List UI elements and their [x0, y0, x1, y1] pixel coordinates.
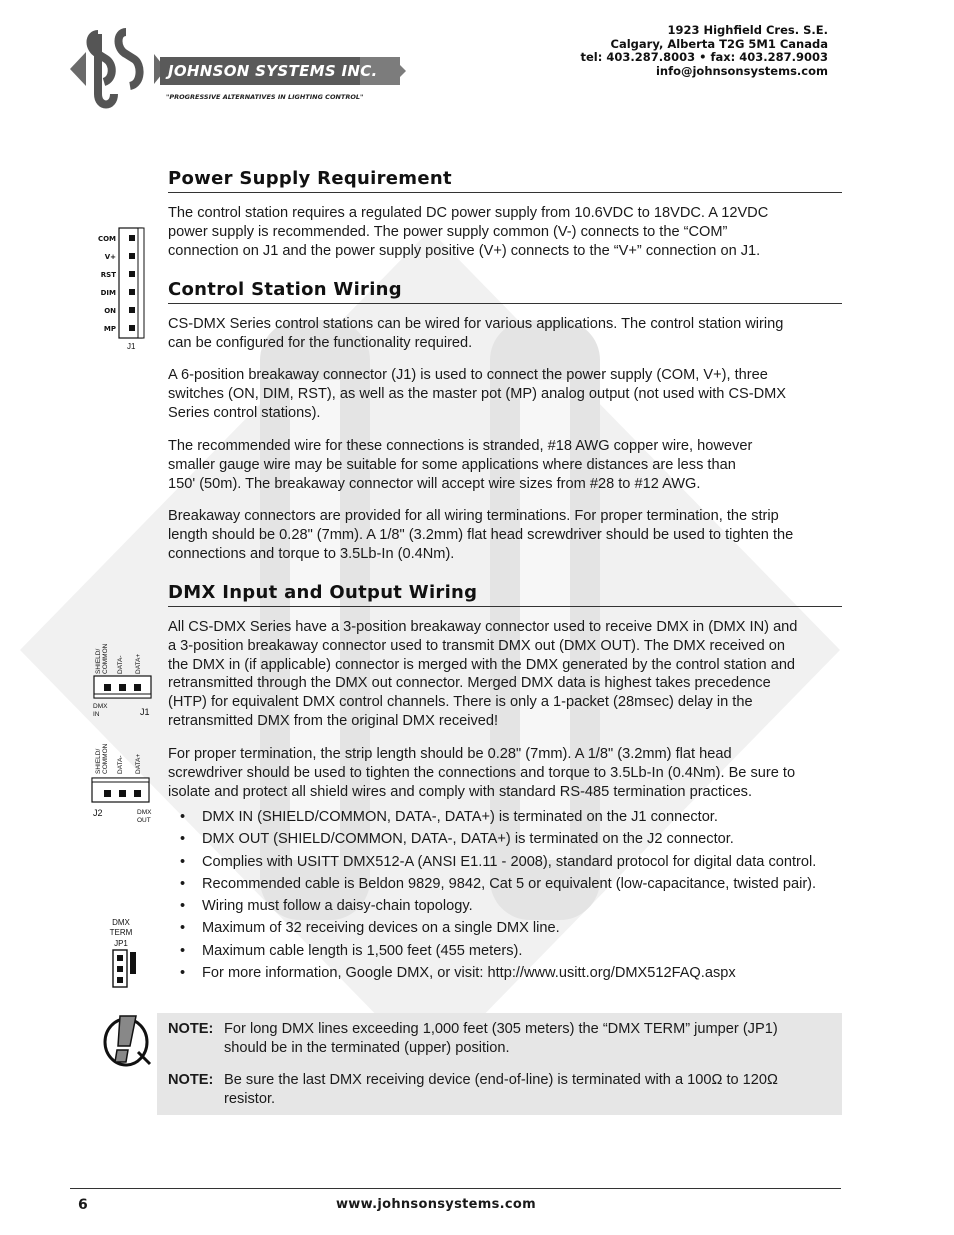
dmx-bullet-list — [168, 808, 848, 986]
section-title-power: Power Supply Requirement — [168, 168, 842, 193]
text-line: The recommended wire for these connections is stranded, #18 AWG copper wire, however — [168, 438, 753, 454]
text-line: connection on J1 and the power supply positive (V+) connects to the “V+” connection on J1. — [168, 242, 761, 259]
text-line: A 6-position breakaway connector (J1) is used to connect the power supply (COM, V+), three — [168, 367, 768, 383]
connector-label: J1 — [140, 707, 150, 717]
address-email: info@johnsonsystems.com — [655, 63, 828, 78]
dmx-paragraph-2 — [168, 745, 842, 801]
text-line: screwdriver should be used to tighten the connections and torque to 3.5Lb-In (0.4Nm). Be sure to — [168, 764, 796, 781]
list-item — [168, 853, 822, 872]
list-item — [168, 808, 848, 827]
wiring-paragraph-3 — [168, 437, 842, 493]
text-line: The control station requires a regulated DC power supply from 10.6VDC to 18VDC. A 12VDC — [168, 205, 769, 221]
section-title-wiring: Control Station Wiring — [168, 279, 842, 304]
list-item — [168, 964, 848, 983]
note-2 — [168, 1071, 828, 1109]
company-name: JOHNSON SYSTEMS INC. — [168, 62, 378, 80]
list-item-text: Complies with USITT DMX512-A (ANSI E1.11 - 2008), standard protocol for digital data control. — [202, 853, 817, 870]
text-line: (HTP) for equivalent DMX control channels. There is only a 1-packet (28msec) delay in the — [168, 694, 753, 711]
jumper-label-jp1: JP1 — [114, 939, 128, 948]
note-label: NOTE: — [168, 1072, 214, 1088]
list-item — [168, 942, 848, 961]
logo-mark-icon — [68, 24, 168, 114]
text-line: 150' (50m). The breakaway connector will accept wire sizes from #28 to #12 AWG. — [168, 475, 701, 492]
list-item — [168, 875, 848, 894]
bullet-icon: • — [180, 942, 186, 959]
bullet-icon: • — [180, 831, 186, 848]
text-line: retransmitted DMX from the original DMX received! — [168, 712, 499, 729]
note-1 — [168, 1020, 828, 1058]
pin-label-dim: DIM — [100, 289, 116, 297]
pin-label-common: COMMON — [102, 743, 109, 774]
connector-label: J2 — [93, 808, 103, 818]
power-paragraph — [168, 204, 842, 260]
section-title-dmx: DMX Input and Output Wiring — [168, 582, 842, 607]
text-line: Breakaway connectors are provided for all wiring terminations. For proper termination, the strip — [168, 508, 779, 524]
bullet-icon: • — [180, 875, 186, 892]
list-item — [168, 830, 848, 849]
list-item-text: DMX IN (SHIELD/COMMON, DATA-, DATA+) is terminated on the J1 connector. — [202, 809, 718, 825]
address-phone: tel: 403.287.8003 • fax: 403.287.9003 — [580, 50, 828, 65]
note-text-line: For long DMX lines exceeding 1,000 feet (305 meters) the “DMX TERM” jumper (JP1) — [224, 1021, 778, 1037]
text-line: the DMX in (if applicable) connector is merged with the DMX generated by the control station and — [168, 656, 796, 673]
bullet-icon: • — [180, 809, 186, 825]
connector-label: J1 — [127, 342, 136, 351]
dmx-out-connector-diagram — [88, 740, 154, 826]
text-line: switches (ON, DIM, RST), as well as the master pot (MP) analog output (not used with CS-DMX — [168, 385, 787, 402]
list-item-text: Maximum cable length is 1,500 feet (455 meters). — [202, 942, 523, 959]
pin-label-data-minus: DATA- — [117, 755, 124, 774]
pin-label-vplus: V+ — [104, 253, 116, 261]
pin-label-mp: MP — [103, 325, 116, 333]
side-label-out: OUT — [137, 817, 151, 824]
list-item-text: Recommended cable is Beldon 9829, 9842, Cat 5 or equivalent (low-capacitance, twisted pair). — [202, 875, 817, 892]
j1-connector-diagram — [94, 226, 154, 354]
dmx-paragraph-1 — [168, 618, 842, 731]
text-line: smaller gauge wire may be suitable for some applications where distances are less than — [168, 456, 736, 473]
text-line: isolate and protect all shield wires and comply with standard RS-485 termination practices. — [168, 783, 753, 800]
text-line: a 3-position breakaway connector used to transmit DMX out (DMX OUT). The DMX received on — [168, 637, 785, 654]
address-line: 1923 Highfield Cres. S.E. — [667, 23, 828, 37]
note-text-line: Be sure the last DMX receiving device (end-of-line) is terminated with a 100Ω to 120Ω — [224, 1072, 778, 1088]
text-line: retransmitted through the DMX out connector. Merged DMX data is highest takes precedence — [168, 675, 771, 692]
text-line: power supply is recommended. The power supply common (V-) connects to the “COM” — [168, 223, 728, 240]
wiring-paragraph-1 — [168, 315, 842, 353]
bullet-icon: • — [180, 853, 186, 870]
dmx-term-jumper-diagram — [100, 916, 150, 992]
list-item — [168, 897, 848, 916]
note-label: NOTE: — [168, 1021, 214, 1037]
note-text-line: should be in the terminated (upper) position. — [224, 1039, 510, 1056]
side-label-dmx: DMX — [93, 703, 108, 710]
address-line: Calgary, Alberta T2G 5M1 Canada — [610, 36, 828, 51]
list-item-text: DMX OUT (SHIELD/COMMON, DATA-, DATA+) is terminated on the J2 connector. — [202, 831, 734, 848]
wiring-paragraph-2 — [168, 366, 842, 422]
text-line: can be configured for the functionality required. — [168, 334, 473, 351]
text-line: All CS-DMX Series have a 3-position breakaway connector used to receive DMX in (DMX IN) and — [168, 619, 798, 635]
text-line: Series control stations). — [168, 404, 321, 421]
bullet-icon: • — [180, 965, 186, 982]
company-address — [581, 24, 829, 78]
dmx-in-connector-diagram — [90, 640, 156, 722]
footer-divider — [70, 1188, 841, 1189]
company-tagline: "PROGRESSIVE ALTERNATIVES IN LIGHTING CONTROL" — [166, 93, 364, 101]
bullet-icon: • — [180, 898, 186, 915]
bullet-icon: • — [180, 920, 186, 937]
pin-label-common: COMMON — [102, 643, 109, 674]
wiring-paragraph-4 — [168, 507, 842, 563]
side-label-in: IN — [93, 711, 100, 718]
list-item-text: Wiring must follow a daisy-chain topology. — [202, 898, 473, 915]
pin-label-on: ON — [104, 307, 116, 315]
pin-label-data-plus: DATA+ — [135, 653, 142, 674]
pin-label-data-plus: DATA+ — [135, 753, 142, 774]
warning-note-icon — [100, 1012, 152, 1068]
jumper-label-term: TERM — [109, 928, 133, 937]
note-text-line: resistor. — [224, 1090, 276, 1107]
text-line: For proper termination, the strip length should be 0.28" (7mm). A 1/8" (3.2mm) flat head — [168, 746, 732, 762]
pin-label-data-minus: DATA- — [117, 655, 124, 674]
logo-arrow-icon — [392, 57, 406, 85]
jumper-label-dmx: DMX — [112, 918, 130, 927]
list-item-text: Maximum of 32 receiving devices on a single DMX line. — [202, 920, 560, 937]
list-item-text: For more information, Google DMX, or visit: http://www.usitt.org/DMX512FAQ.aspx — [202, 965, 736, 982]
pin-label-rst: RST — [100, 271, 116, 279]
side-label-dmx: DMX — [137, 809, 152, 816]
text-line: connections and torque to 3.5Lb-In (0.4Nm). — [168, 545, 455, 562]
page-number: 6 — [78, 1197, 88, 1213]
footer-website-link[interactable]: www.johnsonsystems.com — [336, 1197, 536, 1212]
text-line: length should be 0.28" (7mm). A 1/8" (3.2mm) flat head screwdriver should be used to tighten the — [168, 526, 794, 543]
list-item — [168, 919, 848, 938]
text-line: CS-DMX Series control stations can be wired for various applications. The control station wiring — [168, 316, 784, 332]
pin-label-shield: SHIELD/ — [95, 748, 102, 774]
pin-label-shield: SHIELD/ — [95, 648, 102, 674]
pin-label-com: COM — [97, 235, 116, 243]
